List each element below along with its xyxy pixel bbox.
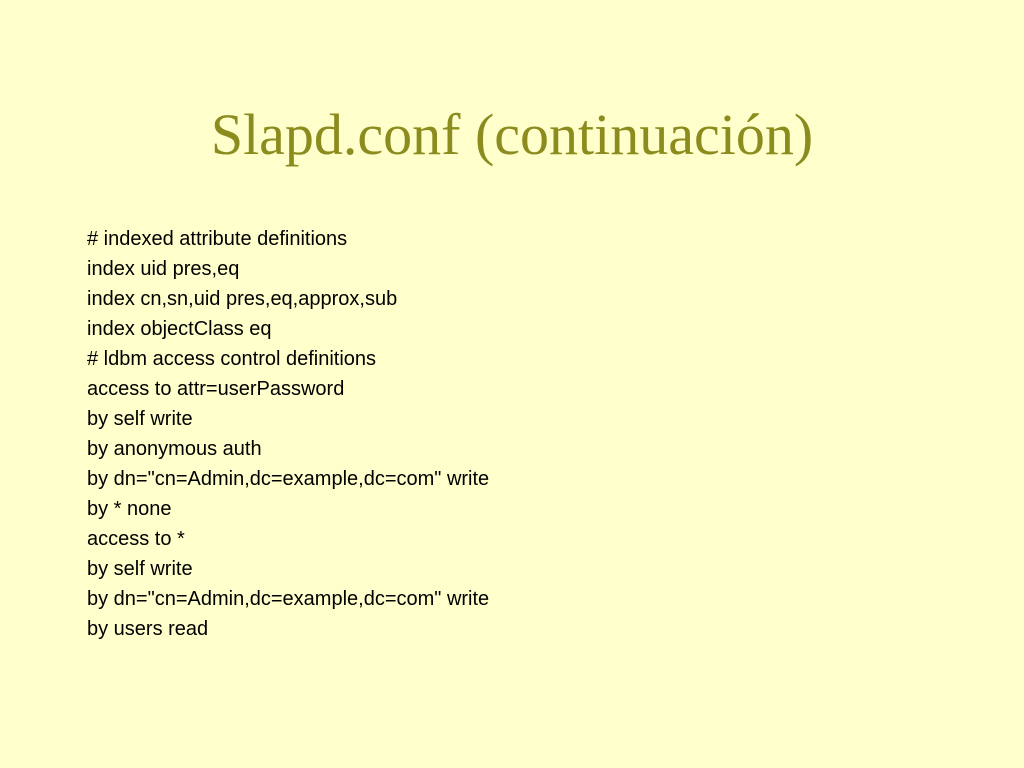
config-line: index cn,sn,uid pres,eq,approx,sub [87,288,398,310]
config-line: by dn="cn=Admin,dc=example,dc=com" write [87,588,490,610]
config-line: by self write [87,408,193,430]
config-line: index objectClass eq [87,318,272,340]
config-line: by * none [87,498,172,520]
config-line: # ldbm access control definitions [87,348,377,370]
config-line: by anonymous auth [87,438,262,460]
config-line: access to attr=userPassword [87,378,345,400]
config-line: access to * [87,528,185,550]
config-line: by self write [87,558,193,580]
slide-title: Slapd.conf (continuación) [210,102,814,167]
slide-body [87,224,987,644]
config-line: # indexed attribute definitions [87,228,348,250]
config-line: by users read [87,618,209,640]
config-line: by dn="cn=Admin,dc=example,dc=com" write [87,468,490,490]
config-line: index uid pres,eq [87,258,240,280]
